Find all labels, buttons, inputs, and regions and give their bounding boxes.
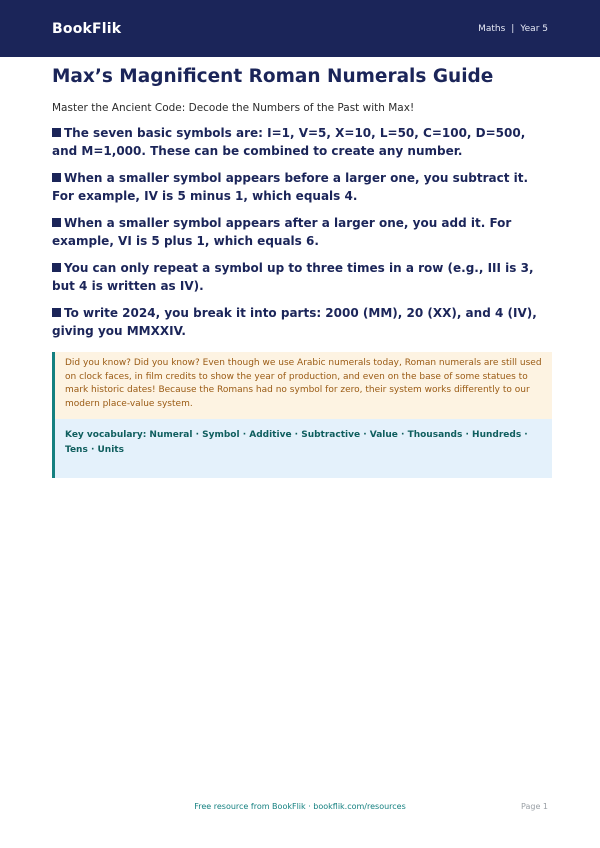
key-points-list — [52, 124, 549, 340]
page-number: Page 1 — [521, 802, 548, 811]
list-item — [52, 124, 549, 160]
list-item — [52, 259, 549, 295]
page-footer — [0, 802, 600, 814]
footer-credit-link[interactable]: Free resource from BookFlik · bookflik.com/resources — [194, 802, 406, 811]
square-bullet-icon — [52, 128, 61, 137]
point-text: The seven basic symbols are: I=1, V=5, X=10, L=50, C=100, D=500, and M=1,000. These can be combined to create any number. — [52, 126, 526, 158]
subject-label: Maths — [478, 23, 506, 34]
square-bullet-icon — [52, 218, 61, 227]
point-text: To write 2024, you break it into parts: 2000 (MM), 20 (XX), and 4 (IV), giving you MMXXIV. — [52, 306, 537, 338]
square-bullet-icon — [52, 308, 61, 317]
point-text: When a smaller symbol appears before a larger one, you subtract it. For example, IV is 5 minus 1, which equals 4. — [52, 171, 529, 203]
list-item — [52, 169, 549, 205]
point-text: You can only repeat a symbol up to three times in a row (e.g., III is 3, but 4 is written as IV). — [52, 261, 534, 293]
info-panel — [52, 352, 552, 478]
point-text: When a smaller symbol appears after a larger one, you add it. For example, VI is 5 plus 1, which equals 6. — [52, 216, 512, 248]
square-bullet-icon — [52, 173, 61, 182]
meta-separator: | — [511, 23, 515, 34]
page-subtitle: Master the Ancient Code: Decode the Numbers of the Past with Max! — [52, 102, 415, 114]
list-item — [52, 304, 549, 340]
document-content — [52, 66, 549, 478]
did-you-know-callout: Did you know? Did you know? Even though we use Arabic numerals today, Roman numerals are still used on clock faces, in film credits to show the year of production, and even on the base of some statues to mark historic dates! Because the Romans had no symbol for zero, their system works differently to our modern place-value system. — [55, 352, 552, 419]
key-vocabulary: Key vocabulary: Numeral · Symbol · Additive · Subtractive · Value · Thousands · Hundreds · Tens · Units — [55, 419, 552, 478]
year-label: Year 5 — [520, 23, 548, 34]
list-item — [52, 214, 549, 250]
brand-logo[interactable]: BookFlik — [52, 20, 122, 37]
square-bullet-icon — [52, 263, 61, 272]
top-bar — [0, 0, 600, 57]
page-title: Max’s Magnificent Roman Numerals Guide — [52, 66, 494, 87]
subject-meta — [478, 24, 548, 34]
